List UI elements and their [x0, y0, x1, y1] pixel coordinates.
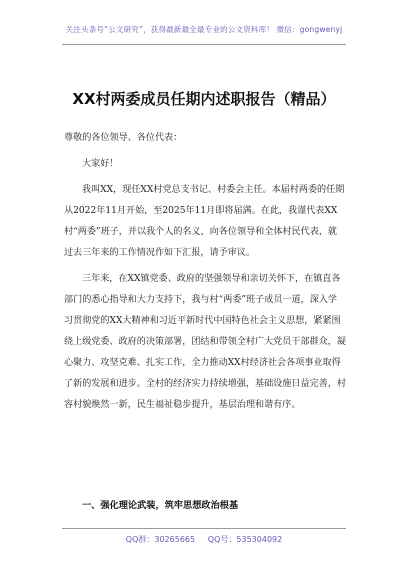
footer-divider: [62, 528, 346, 529]
footer-contact: QQ群：30265665 QQ号：535304092: [125, 535, 283, 544]
document-title: XX村两委成员任期内述职报告（精品）: [72, 90, 336, 108]
salutation: 尊敬的各位领导、各位代表：: [64, 133, 183, 143]
section-heading: 一、强化理论武装，筑牢思想政治根基: [82, 500, 239, 511]
header-banner: 关注头条号“公文研究”，获得最新最全最专业的公文资料库！ 微信：gongwenyj: [65, 25, 343, 34]
paragraph-introduction: 我叫XX，现任XX村党总支书记、村委会主任。本届村两委的任期从2022年11月开始，至2025年11月即将届满。在此，我谨代表XX村“两委”班子，并以我个人的名义，向各位领导和全体村民代表，就过去三年来的工作情况作如下汇报，请予审议。: [64, 185, 345, 258]
paragraph-achievements: 三年来，在XX镇党委、政府的坚强领导和亲切关怀下，在镇直各部门的悉心指导和大力支持下，我与村“两委”班子成员一道，深入学习贯彻党的XX大精神和习近平新时代中国特色社会主义思想，紧紧围绕上级党委、政府的决策部署，团结和带领全村广大党员干部群众，凝心聚力、攻坚克难、扎实工作，全力推动XX村经济社会各项事业取得了新的发展和进步。全村的经济实力持续增强，基础设施日益完善，村容村貌焕然一新，民生福祉稳步提升，基层治理和谐有序。: [64, 274, 346, 410]
greeting: 大家好！: [82, 159, 119, 169]
header-divider: [62, 44, 346, 45]
document-body: [64, 128, 346, 416]
